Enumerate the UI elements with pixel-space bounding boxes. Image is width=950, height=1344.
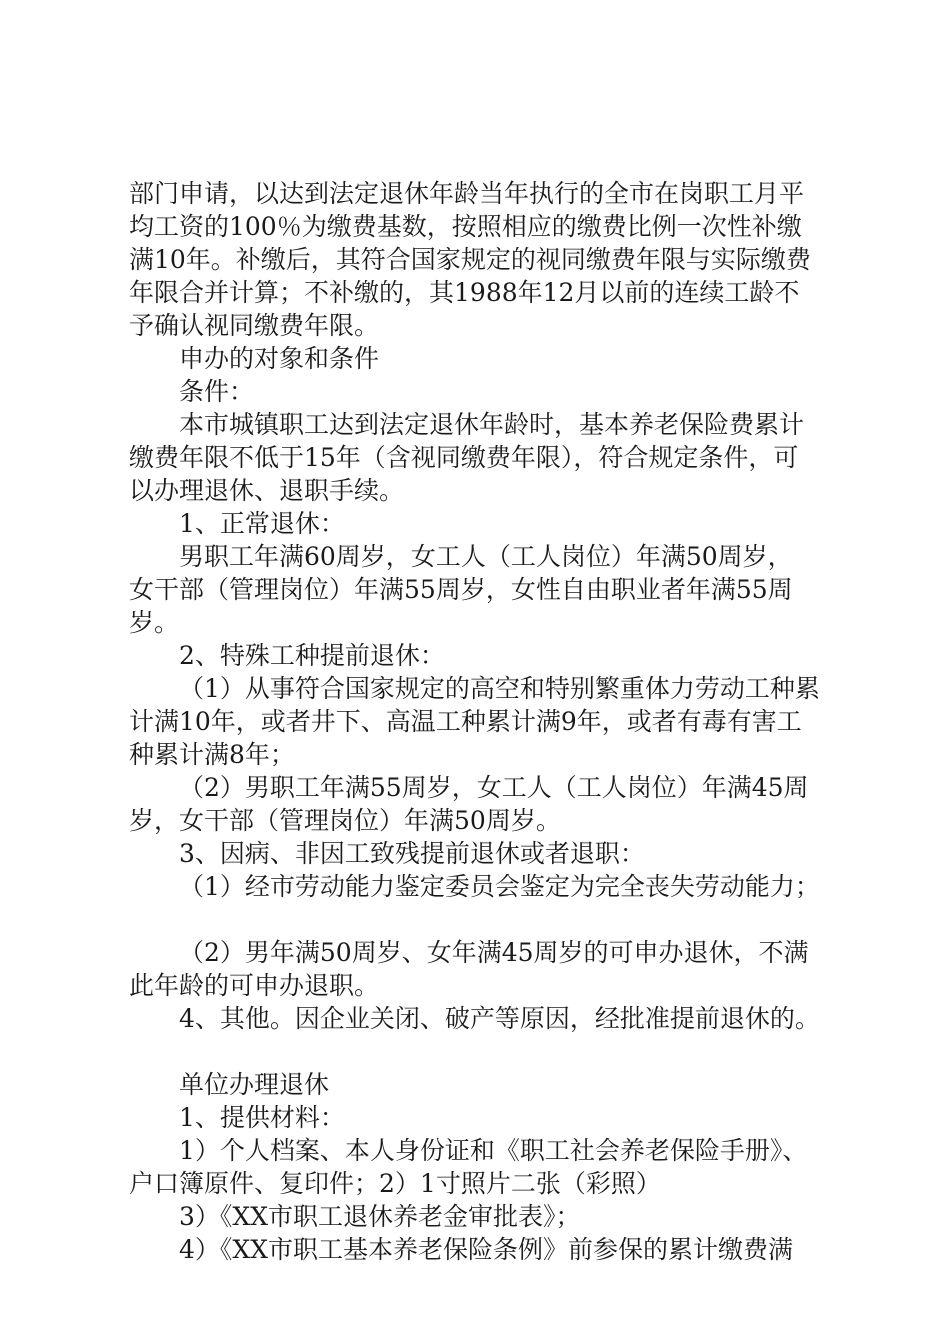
text-line: 此年龄的可申办退职。 xyxy=(129,971,380,1000)
text-line: 予确认视同缴费年限。 xyxy=(129,311,380,340)
text-line: 户口簿原件、复印件；2）1寸照片二张（彩照） xyxy=(129,1169,661,1198)
text-line: 1、提供材料： xyxy=(179,1103,345,1132)
text-line: （1）经市劳动能力鉴定委员会鉴定为完全丧失劳动能力； xyxy=(179,872,820,901)
text-line: 男职工年满60周岁，女工人（工人岗位）年满50周岁， xyxy=(179,542,793,571)
text-line: 以办理退休、退职手续。 xyxy=(129,476,405,505)
text-line: （1）从事符合国家规定的高空和特别繁重体力劳动工种累 xyxy=(179,674,820,703)
text-line: 满10年。补缴后，其符合国家规定的视同缴费年限与实际缴费 xyxy=(129,245,811,274)
text-line: 3、因病、非因工致残提前退休或者退职： xyxy=(179,839,645,868)
text-line: 3）《XX市职工退休养老金审批表》； xyxy=(179,1202,581,1231)
text-line: 本市城镇职工达到法定退休年龄时，基本养老保险费累计 xyxy=(179,410,805,439)
text-line: 1）个人档案、本人身份证和《职工社会养老保险手册》、 xyxy=(179,1136,808,1165)
text-line: 4、其他。因企业关闭、破产等原因，经批准提前退休的。 xyxy=(179,1004,820,1033)
text-line: 4）《XX市职工基本养老保险条例》前参保的累计缴费满 xyxy=(179,1235,794,1264)
text-line: 岁。 xyxy=(129,608,180,637)
text-line: 岁，女干部（管理岗位）年满50周岁。 xyxy=(129,806,561,835)
text-line: 均工资的100％为缴费基数，按照相应的缴费比例一次性补缴 xyxy=(129,212,802,241)
text-line: 女干部（管理岗位）年满55周岁，女性自由职业者年满55周 xyxy=(129,575,793,604)
text-line: 2、特殊工种提前退休： xyxy=(179,641,445,670)
section-heading: 申办的对象和条件 xyxy=(179,344,380,373)
text-line: 年限合并计算；不补缴的，其1988年12月以前的连续工龄不 xyxy=(129,278,800,307)
text-line: （2）男年满50周岁、女年满45周岁的可申办退休，不满 xyxy=(179,938,809,967)
text-line: 条件： xyxy=(179,377,255,406)
section-heading: 单位办理退休 xyxy=(179,1070,330,1099)
text-line: 计满10年，或者井下、高温工种累计满9年，或者有毒有害工 xyxy=(129,707,802,736)
text-line: 部门申请，以达到法定退休年龄当年执行的全市在岗职工月平 xyxy=(129,179,805,208)
text-line: （2）男职工年满55周岁，女工人（工人岗位）年满45周 xyxy=(179,773,809,802)
text-line: 种累计满8年； xyxy=(129,740,295,769)
text-line: 缴费年限不低于15年（含视同缴费年限），符合规定条件，可 xyxy=(129,443,799,472)
text-line: 1、正常退休： xyxy=(179,509,345,538)
